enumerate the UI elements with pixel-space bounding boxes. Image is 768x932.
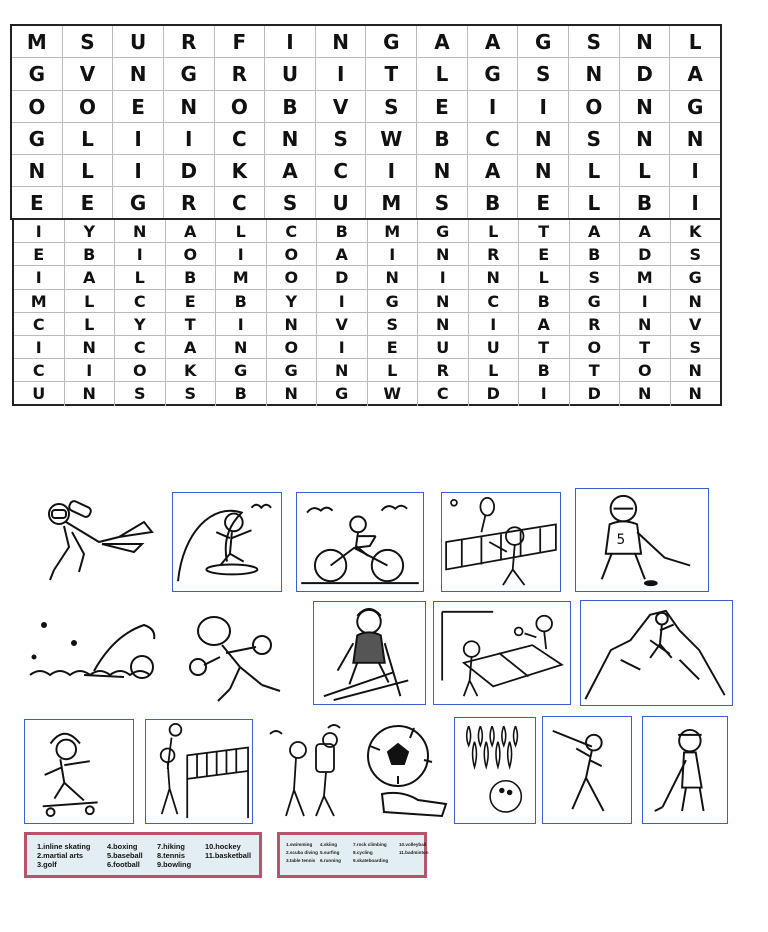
letter-cell: E	[519, 243, 570, 265]
letter-cell: L	[620, 155, 671, 186]
legend-item: 3.table tennis	[286, 858, 316, 863]
grid-row	[14, 336, 720, 359]
letter-cell: G	[12, 123, 63, 154]
letter-cell: T	[620, 336, 671, 358]
letter-cell: I	[468, 91, 519, 122]
word-search-grid-top	[10, 24, 722, 220]
letter-cell: N	[620, 26, 671, 57]
letter-cell: B	[570, 243, 621, 265]
volleyball-player-icon	[146, 720, 252, 823]
letter-cell: T	[519, 336, 570, 358]
letter-cell: A	[468, 155, 519, 186]
letter-cell: I	[691, 191, 699, 216]
letter-cell: N	[265, 123, 316, 154]
letter-cell: N	[317, 359, 368, 381]
letter-cell: N	[417, 155, 468, 186]
grid-row	[12, 91, 720, 123]
legend-item: 9.skateboarding	[353, 858, 389, 863]
letter-cell: W	[366, 123, 417, 154]
legend-item: 3.golf	[37, 860, 57, 869]
letter-cell: I	[113, 155, 164, 186]
letter-cell: T	[166, 313, 217, 335]
legend-item: 2.scuba diving	[286, 850, 318, 855]
soccer-ball-icon	[362, 720, 450, 824]
letter-cell: A	[317, 243, 368, 265]
letter-cell: I	[14, 220, 65, 242]
letter-cell: N	[518, 123, 569, 154]
grid-row	[14, 313, 720, 336]
letter-cell: I	[14, 266, 65, 288]
letter-cell: B	[216, 382, 267, 405]
scuba-diving-picture	[24, 492, 158, 592]
letter-cell: I	[113, 123, 164, 154]
letter-cell: C	[469, 290, 520, 312]
letter-cell: C	[267, 220, 318, 242]
grid-row	[14, 359, 720, 382]
letter-cell: C	[468, 123, 519, 154]
letter-cell: I	[620, 290, 671, 312]
legend-item: 4.skiing	[320, 842, 338, 847]
letter-cell: G	[688, 268, 702, 288]
letter-cell: D	[469, 382, 520, 405]
letter-cell: D	[570, 382, 621, 405]
letter-cell: E	[166, 290, 217, 312]
hockey-picture	[575, 488, 709, 592]
boxing-picture	[170, 605, 300, 707]
letter-cell: A	[166, 220, 217, 242]
legend-item: 11.basketball	[205, 851, 252, 860]
surfer-icon	[173, 493, 281, 591]
letter-cell: I	[317, 336, 368, 358]
letter-cell: N	[620, 382, 671, 405]
legend-item: 7.hiking	[157, 842, 185, 851]
letter-cell: S	[368, 313, 419, 335]
letter-cell: D	[620, 243, 671, 265]
letter-cell: G	[12, 58, 63, 89]
letter-cell: O	[12, 91, 63, 122]
letter-cell: B	[216, 290, 267, 312]
letter-cell: B	[417, 123, 468, 154]
letter-cell: G	[570, 290, 621, 312]
letter-cell: N	[686, 126, 704, 151]
letter-cell: K	[215, 155, 266, 186]
letter-cell: S	[417, 187, 468, 219]
letter-cell: S	[569, 26, 620, 57]
letter-cell: N	[164, 91, 215, 122]
legend-item: 7.rock climbing	[353, 842, 387, 847]
letter-cell: W	[368, 382, 419, 405]
letter-cell: B	[620, 187, 671, 219]
letter-cell: Y	[115, 313, 166, 335]
badminton-player-icon	[442, 493, 560, 591]
letter-cell: N	[569, 58, 620, 89]
hockey-player-icon	[576, 489, 708, 591]
letter-cell: G	[368, 290, 419, 312]
letter-cell: N	[267, 313, 318, 335]
letter-cell: I	[316, 58, 367, 89]
letter-cell: O	[63, 91, 114, 122]
letter-cell: N	[216, 336, 267, 358]
letter-cell: R	[164, 187, 215, 219]
letter-cell: I	[469, 313, 520, 335]
letter-cell: O	[215, 91, 266, 122]
letter-cell: I	[14, 336, 65, 358]
legend-item: 9.bowling	[157, 860, 192, 869]
surfing-picture	[172, 492, 282, 592]
letter-cell: U	[418, 336, 469, 358]
letter-cell: S	[316, 123, 367, 154]
letter-cell: N	[688, 361, 702, 381]
letter-cell: O	[267, 243, 318, 265]
skateboarder-icon	[25, 720, 133, 823]
letter-cell: L	[65, 290, 116, 312]
golfer-icon	[643, 717, 727, 823]
grid-row	[12, 187, 720, 219]
letter-cell: G	[518, 26, 569, 57]
legend-item	[205, 860, 265, 869]
letter-cell: M	[12, 26, 63, 57]
letter-cell: T	[519, 220, 570, 242]
legend-item: 8.cycling	[353, 850, 373, 855]
grid-row	[14, 266, 720, 289]
letter-cell: C	[14, 313, 65, 335]
letter-cell: C	[115, 336, 166, 358]
letter-cell: V	[316, 91, 367, 122]
letter-cell: B	[166, 266, 217, 288]
letter-cell: B	[317, 220, 368, 242]
legend-item: 6.football	[107, 860, 140, 869]
letter-cell: A	[417, 26, 468, 57]
grid-row	[12, 123, 720, 155]
letter-cell: O	[267, 336, 318, 358]
letter-cell: L	[368, 359, 419, 381]
letter-cell: O	[570, 336, 621, 358]
answer-legend-1	[24, 832, 262, 878]
letter-cell: R	[164, 26, 215, 57]
skiing-picture	[313, 601, 426, 705]
letter-cell: G	[686, 94, 704, 119]
letter-cell: S	[689, 245, 702, 265]
rock-climbing-picture	[580, 600, 733, 706]
grid-row	[14, 220, 720, 243]
letter-cell: U	[316, 187, 367, 219]
letter-cell: R	[418, 359, 469, 381]
letter-cell: N	[418, 313, 469, 335]
letter-cell: U	[113, 26, 164, 57]
letter-cell: N	[418, 243, 469, 265]
letter-cell: S	[63, 26, 114, 57]
legend-item: 5.baseball	[107, 851, 143, 860]
letter-cell: E	[63, 187, 114, 219]
letter-cell: D	[620, 58, 671, 89]
svg-text:5: 5	[616, 531, 626, 548]
legend-item: 11.badminton	[399, 850, 429, 855]
table-tennis-players-icon	[434, 602, 570, 704]
letter-cell: G	[468, 58, 519, 89]
letter-cell: I	[265, 26, 316, 57]
letter-cell: E	[368, 336, 419, 358]
letter-cell: G	[317, 382, 368, 405]
legend-item: 10.volleyball	[399, 842, 427, 847]
letter-cell: I	[368, 243, 419, 265]
scuba-diver-icon	[24, 492, 158, 592]
letter-cell: E	[518, 187, 569, 219]
letter-cell: S	[518, 58, 569, 89]
legend-item: 2.martial arts	[37, 851, 84, 860]
letter-cell: S	[265, 187, 316, 219]
letter-cell: N	[688, 291, 702, 311]
legend-item: 6.running	[320, 858, 341, 863]
letter-cell: O	[115, 359, 166, 381]
letter-cell: E	[12, 187, 63, 219]
letter-cell: G	[216, 359, 267, 381]
letter-cell: L	[469, 220, 520, 242]
grid-row	[14, 243, 720, 266]
skateboarding-picture	[24, 719, 134, 824]
badminton-picture	[441, 492, 561, 592]
letter-cell: E	[113, 91, 164, 122]
cycling-picture	[296, 492, 424, 592]
letter-cell: N	[65, 336, 116, 358]
letter-cell: U	[469, 336, 520, 358]
letter-cell: L	[216, 220, 267, 242]
legend-item: 10.hockey	[205, 842, 241, 851]
letter-cell: I	[519, 382, 570, 405]
letter-cell: M	[620, 266, 671, 288]
letter-cell: A	[519, 313, 570, 335]
letter-cell: I	[317, 290, 368, 312]
letter-cell: I	[418, 266, 469, 288]
letter-cell: A	[265, 155, 316, 186]
letter-cell: N	[65, 382, 116, 405]
letter-cell: N	[267, 382, 318, 405]
letter-cell: S	[689, 337, 702, 357]
grid-row	[12, 155, 720, 187]
letter-cell: K	[166, 359, 217, 381]
letter-cell: V	[689, 314, 702, 334]
letter-cell: E	[417, 91, 468, 122]
letter-cell: L	[65, 313, 116, 335]
letter-cell: O	[267, 266, 318, 288]
letter-cell: V	[317, 313, 368, 335]
letter-cell: B	[519, 359, 570, 381]
legend-item: 5.surfing	[320, 850, 340, 855]
letter-cell: G	[366, 26, 417, 57]
letter-cell: I	[216, 313, 267, 335]
letter-cell: C	[215, 123, 266, 154]
letter-cell: Y	[65, 220, 116, 242]
letter-cell: L	[469, 359, 520, 381]
letter-cell: T	[366, 58, 417, 89]
letter-cell: T	[570, 359, 621, 381]
letter-cell: A	[687, 62, 703, 87]
boxer-icon	[170, 605, 300, 707]
letter-cell: V	[63, 58, 114, 89]
letter-cell: B	[519, 290, 570, 312]
letter-cell: B	[265, 91, 316, 122]
cyclist-icon	[297, 493, 423, 591]
letter-cell: N	[620, 313, 671, 335]
letter-cell: C	[215, 187, 266, 219]
letter-cell: L	[115, 266, 166, 288]
letter-cell: I	[366, 155, 417, 186]
letter-cell: L	[688, 30, 702, 54]
letter-cell: O	[620, 359, 671, 381]
legend-item: 1.swimming	[286, 842, 313, 847]
letter-cell: U	[265, 58, 316, 89]
legend-item	[399, 857, 439, 865]
bowling-pins-icon	[455, 718, 535, 823]
letter-cell: O	[166, 243, 217, 265]
letter-cell: C	[115, 290, 166, 312]
letter-cell: S	[166, 382, 217, 405]
baseball-batter-icon	[543, 717, 631, 823]
letter-cell: I	[115, 243, 166, 265]
letter-cell: N	[418, 290, 469, 312]
letter-cell: O	[569, 91, 620, 122]
letter-cell: B	[468, 187, 519, 219]
letter-cell: R	[469, 243, 520, 265]
letter-cell: D	[164, 155, 215, 186]
hikers-icon	[268, 720, 360, 824]
grid-row	[12, 58, 720, 90]
letter-cell: N	[469, 266, 520, 288]
letter-cell: S	[570, 266, 621, 288]
letter-cell: N	[12, 155, 63, 186]
letter-cell: N	[368, 266, 419, 288]
letter-cell: I	[216, 243, 267, 265]
letter-cell: M	[368, 220, 419, 242]
letter-cell: A	[468, 26, 519, 57]
letter-cell: A	[65, 266, 116, 288]
table-tennis-picture	[433, 601, 571, 705]
letter-cell: N	[620, 123, 671, 154]
letter-cell: G	[418, 220, 469, 242]
legend-item: 4.boxing	[107, 842, 138, 851]
letter-cell: I	[164, 123, 215, 154]
golf-picture	[642, 716, 728, 824]
letter-cell: N	[688, 384, 702, 404]
letter-cell: N	[620, 91, 671, 122]
skier-icon	[314, 602, 425, 704]
letter-cell: K	[689, 222, 702, 241]
letter-cell: G	[164, 58, 215, 89]
letter-cell: U	[14, 382, 65, 405]
letter-cell: R	[570, 313, 621, 335]
letter-cell: L	[569, 155, 620, 186]
football-picture	[362, 720, 450, 824]
baseball-picture	[542, 716, 632, 824]
letter-cell: M	[366, 187, 417, 219]
letter-cell: A	[166, 336, 217, 358]
legend-item: 1.inline skating	[37, 842, 91, 851]
letter-cell: B	[65, 243, 116, 265]
letter-cell: Y	[267, 290, 318, 312]
letter-cell: D	[317, 266, 368, 288]
letter-cell: N	[115, 220, 166, 242]
letter-cell: F	[215, 26, 266, 57]
word-search-grid-bottom	[12, 218, 722, 406]
letter-cell: C	[14, 359, 65, 381]
rock-climber-icon	[581, 601, 732, 705]
letter-cell: N	[316, 26, 367, 57]
letter-cell: A	[620, 220, 671, 242]
letter-cell: S	[115, 382, 166, 405]
grid-row	[14, 382, 720, 405]
letter-cell: C	[316, 155, 367, 186]
letter-cell: S	[366, 91, 417, 122]
swimmer-icon	[24, 605, 166, 707]
volleyball-picture	[145, 719, 253, 824]
letter-cell: I	[65, 359, 116, 381]
swimming-picture	[24, 605, 166, 707]
letter-cell: E	[14, 243, 65, 265]
letter-cell: I	[518, 91, 569, 122]
letter-cell: I	[691, 159, 699, 184]
legend-item: 8.tennis	[157, 851, 185, 860]
grid-row	[14, 290, 720, 313]
letter-cell: L	[519, 266, 570, 288]
bowling-picture	[454, 717, 536, 824]
letter-cell: M	[14, 290, 65, 312]
letter-cell: L	[417, 58, 468, 89]
hiking-picture	[268, 720, 360, 824]
letter-cell: G	[267, 359, 318, 381]
letter-cell: R	[215, 58, 266, 89]
letter-cell: N	[113, 58, 164, 89]
letter-cell: A	[570, 220, 621, 242]
letter-cell: L	[63, 123, 114, 154]
letter-cell: L	[63, 155, 114, 186]
letter-cell: M	[216, 266, 267, 288]
answer-legend-2	[277, 832, 427, 878]
grid-row	[12, 26, 720, 58]
letter-cell: S	[569, 123, 620, 154]
letter-cell: G	[113, 187, 164, 219]
letter-cell: N	[518, 155, 569, 186]
letter-cell: C	[418, 382, 469, 405]
letter-cell: L	[569, 187, 620, 219]
